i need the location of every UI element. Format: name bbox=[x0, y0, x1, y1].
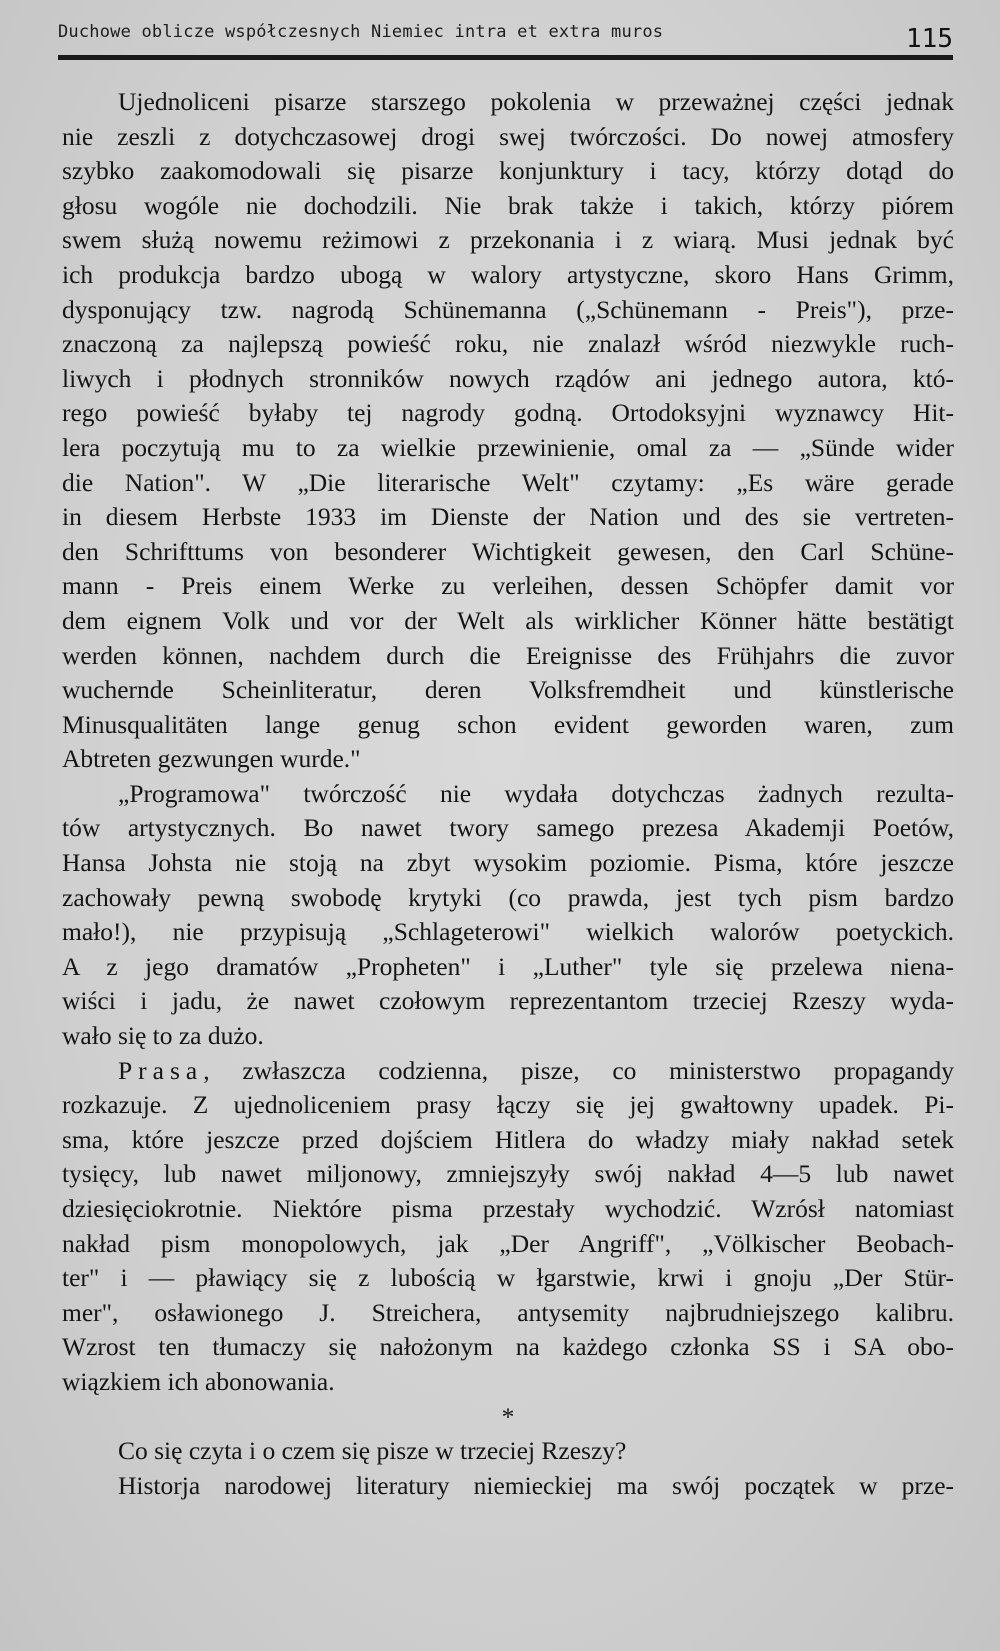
lead-word: Prasa bbox=[118, 1055, 204, 1085]
text-line: wało się to za dużo. bbox=[62, 1021, 264, 1051]
paragraph-3 bbox=[62, 1054, 954, 1400]
paragraph-4 bbox=[62, 1434, 954, 1503]
text-line: rego powieść byłaby tej nagrody godną. Ortodoksyjni wyznawcy Hit- bbox=[62, 398, 954, 428]
text-line: Historja narodowej literatury niemieckiej ma swój początek w prze- bbox=[118, 1470, 954, 1500]
text-line: die Nation". W „Die literarische Welt" czytamy: „Es wäre gerade bbox=[62, 467, 954, 497]
header-rule bbox=[58, 55, 953, 60]
text-line: mer", osławionego J. Streichera, antysemity najbrudniejszego kalibru. bbox=[62, 1297, 954, 1327]
text-line: ich produkcja bardzo ubogą w walory artystyczne, skoro Hans Grimm, bbox=[62, 259, 954, 289]
text-line: Ujednoliceni pisarze starszego pokolenia w przeważnej części jednak bbox=[118, 87, 954, 116]
running-title: Duchowe oblicze współczesnych Niemiec intra et extra muros bbox=[58, 22, 664, 42]
text-line: „Programowa" twórczość nie wydała dotychczas żadnych rezulta- bbox=[118, 778, 954, 808]
text-line: wiści i jadu, że nawet czołowym reprezentantom trzeciej Rzeszy wyda- bbox=[62, 986, 954, 1016]
text-line: wuchernde Scheinliteratur, deren Volksfremdheit und künstlerische bbox=[62, 675, 954, 705]
text-line: tów artystycznych. Bo nawet twory samego prezesa Akademji Poetów, bbox=[62, 813, 954, 843]
section-separator: * bbox=[501, 1401, 515, 1431]
paragraph-1 bbox=[62, 85, 954, 777]
text-line: A z jego dramatów „Propheten" i „Luther" tyle się przelewa niena- bbox=[62, 951, 954, 981]
text-line: Hansa Johsta nie stoją na zbyt wysokim poziomie. Pisma, które jeszcze bbox=[62, 848, 954, 878]
text-line: Wzrost ten tłumaczy się nałożonym na każdego członka SS i SA obo- bbox=[62, 1332, 954, 1362]
text-line: liwych i płodnych stronników nowych rządów ani jednego autora, któ- bbox=[62, 363, 954, 393]
text-line: zachowały pewną swobodę krytyki (co prawda, jest tych pism bardzo bbox=[62, 882, 954, 912]
text-line: swem służą nowemu reżimowi z przekonania i z wiarą. Musi jednak być bbox=[62, 225, 954, 255]
text-line: mann - Preis einem Werke zu verleihen, dessen Schöpfer damit vor bbox=[62, 571, 954, 601]
text-line: Abtreten gezwungen wurde." bbox=[62, 744, 361, 774]
text-line: dziesięciokrotnie. Niektóre pisma przestały wychodzić. Wzrósł natomiast bbox=[62, 1194, 954, 1223]
lead-line-rest: , zwłaszcza codzienna, pisze, co ministerstwo propagandy bbox=[203, 1055, 954, 1085]
text-line: tysięcy, lub nawet miljonowy, zmniejszyły swój nakład 4—5 lub nawet bbox=[62, 1159, 954, 1189]
text-line: dysponujący tzw. nagrodą Schünemanna („Schünemann - Preis"), prze- bbox=[62, 294, 954, 324]
text-line: nakład pism monopolowych, jak „Der Angriff", „Völkischer Beobach- bbox=[62, 1228, 954, 1258]
page-number: 115 bbox=[906, 24, 953, 54]
text-line: werden können, nachdem durch die Ereignisse des Frühjahrs die zuvor bbox=[62, 640, 954, 670]
text-line: lera poczytują mu to za wielkie przewinienie, omal za — „Sünde wider bbox=[62, 432, 954, 462]
text-line: in diesem Herbste 1933 im Dienste der Nation und des sie vertreten- bbox=[62, 502, 954, 532]
text-line: den Schrifttums von besonderer Wichtigkeit gewesen, den Carl Schüne- bbox=[62, 536, 954, 566]
text-line: nie zeszli z dotychczasowej drogi swej twórczości. Do nowej atmosfery bbox=[62, 121, 954, 151]
text-line: rozkazuje. Z ujednoliceniem prasy łączy się jej gwałtowny upadek. Pi- bbox=[62, 1090, 954, 1120]
text-line: ter" i — pławiący się z lubością w łgarstwie, krwi i gnoju „Der Stür- bbox=[62, 1263, 954, 1293]
paragraph-2 bbox=[62, 777, 954, 1054]
text-line: znaczoną za najlepszą powieść roku, nie znalazł wśród niezwykle ruch- bbox=[62, 329, 954, 359]
text-line: Co się czyta i o czem się pisze w trzeciej Rzeszy? bbox=[118, 1436, 627, 1466]
text-line: sma, które jeszcze przed dojściem Hitlera do władzy miały nakład setek bbox=[62, 1124, 954, 1154]
text-line: mało!), nie przypisują „Schlageterowi" wielkich walorów poetyckich. bbox=[62, 917, 954, 947]
text-line bbox=[62, 1054, 954, 1089]
text-line: Minusqualitäten lange genug schon evident geworden waren, zum bbox=[62, 709, 954, 739]
text-line: dem eignem Volk und vor der Welt als wirklicher Könner hätte bestätigt bbox=[62, 605, 954, 635]
text-line: wiązkiem ich abonowania. bbox=[62, 1366, 335, 1396]
text-line: głosu wogóle nie dochodzili. Nie brak także i takich, którzy piórem bbox=[62, 190, 954, 220]
text-line: szybko zaakomodowali się pisarze konjunktury i tacy, którzy dotąd do bbox=[62, 156, 954, 186]
body-text bbox=[62, 85, 954, 1503]
